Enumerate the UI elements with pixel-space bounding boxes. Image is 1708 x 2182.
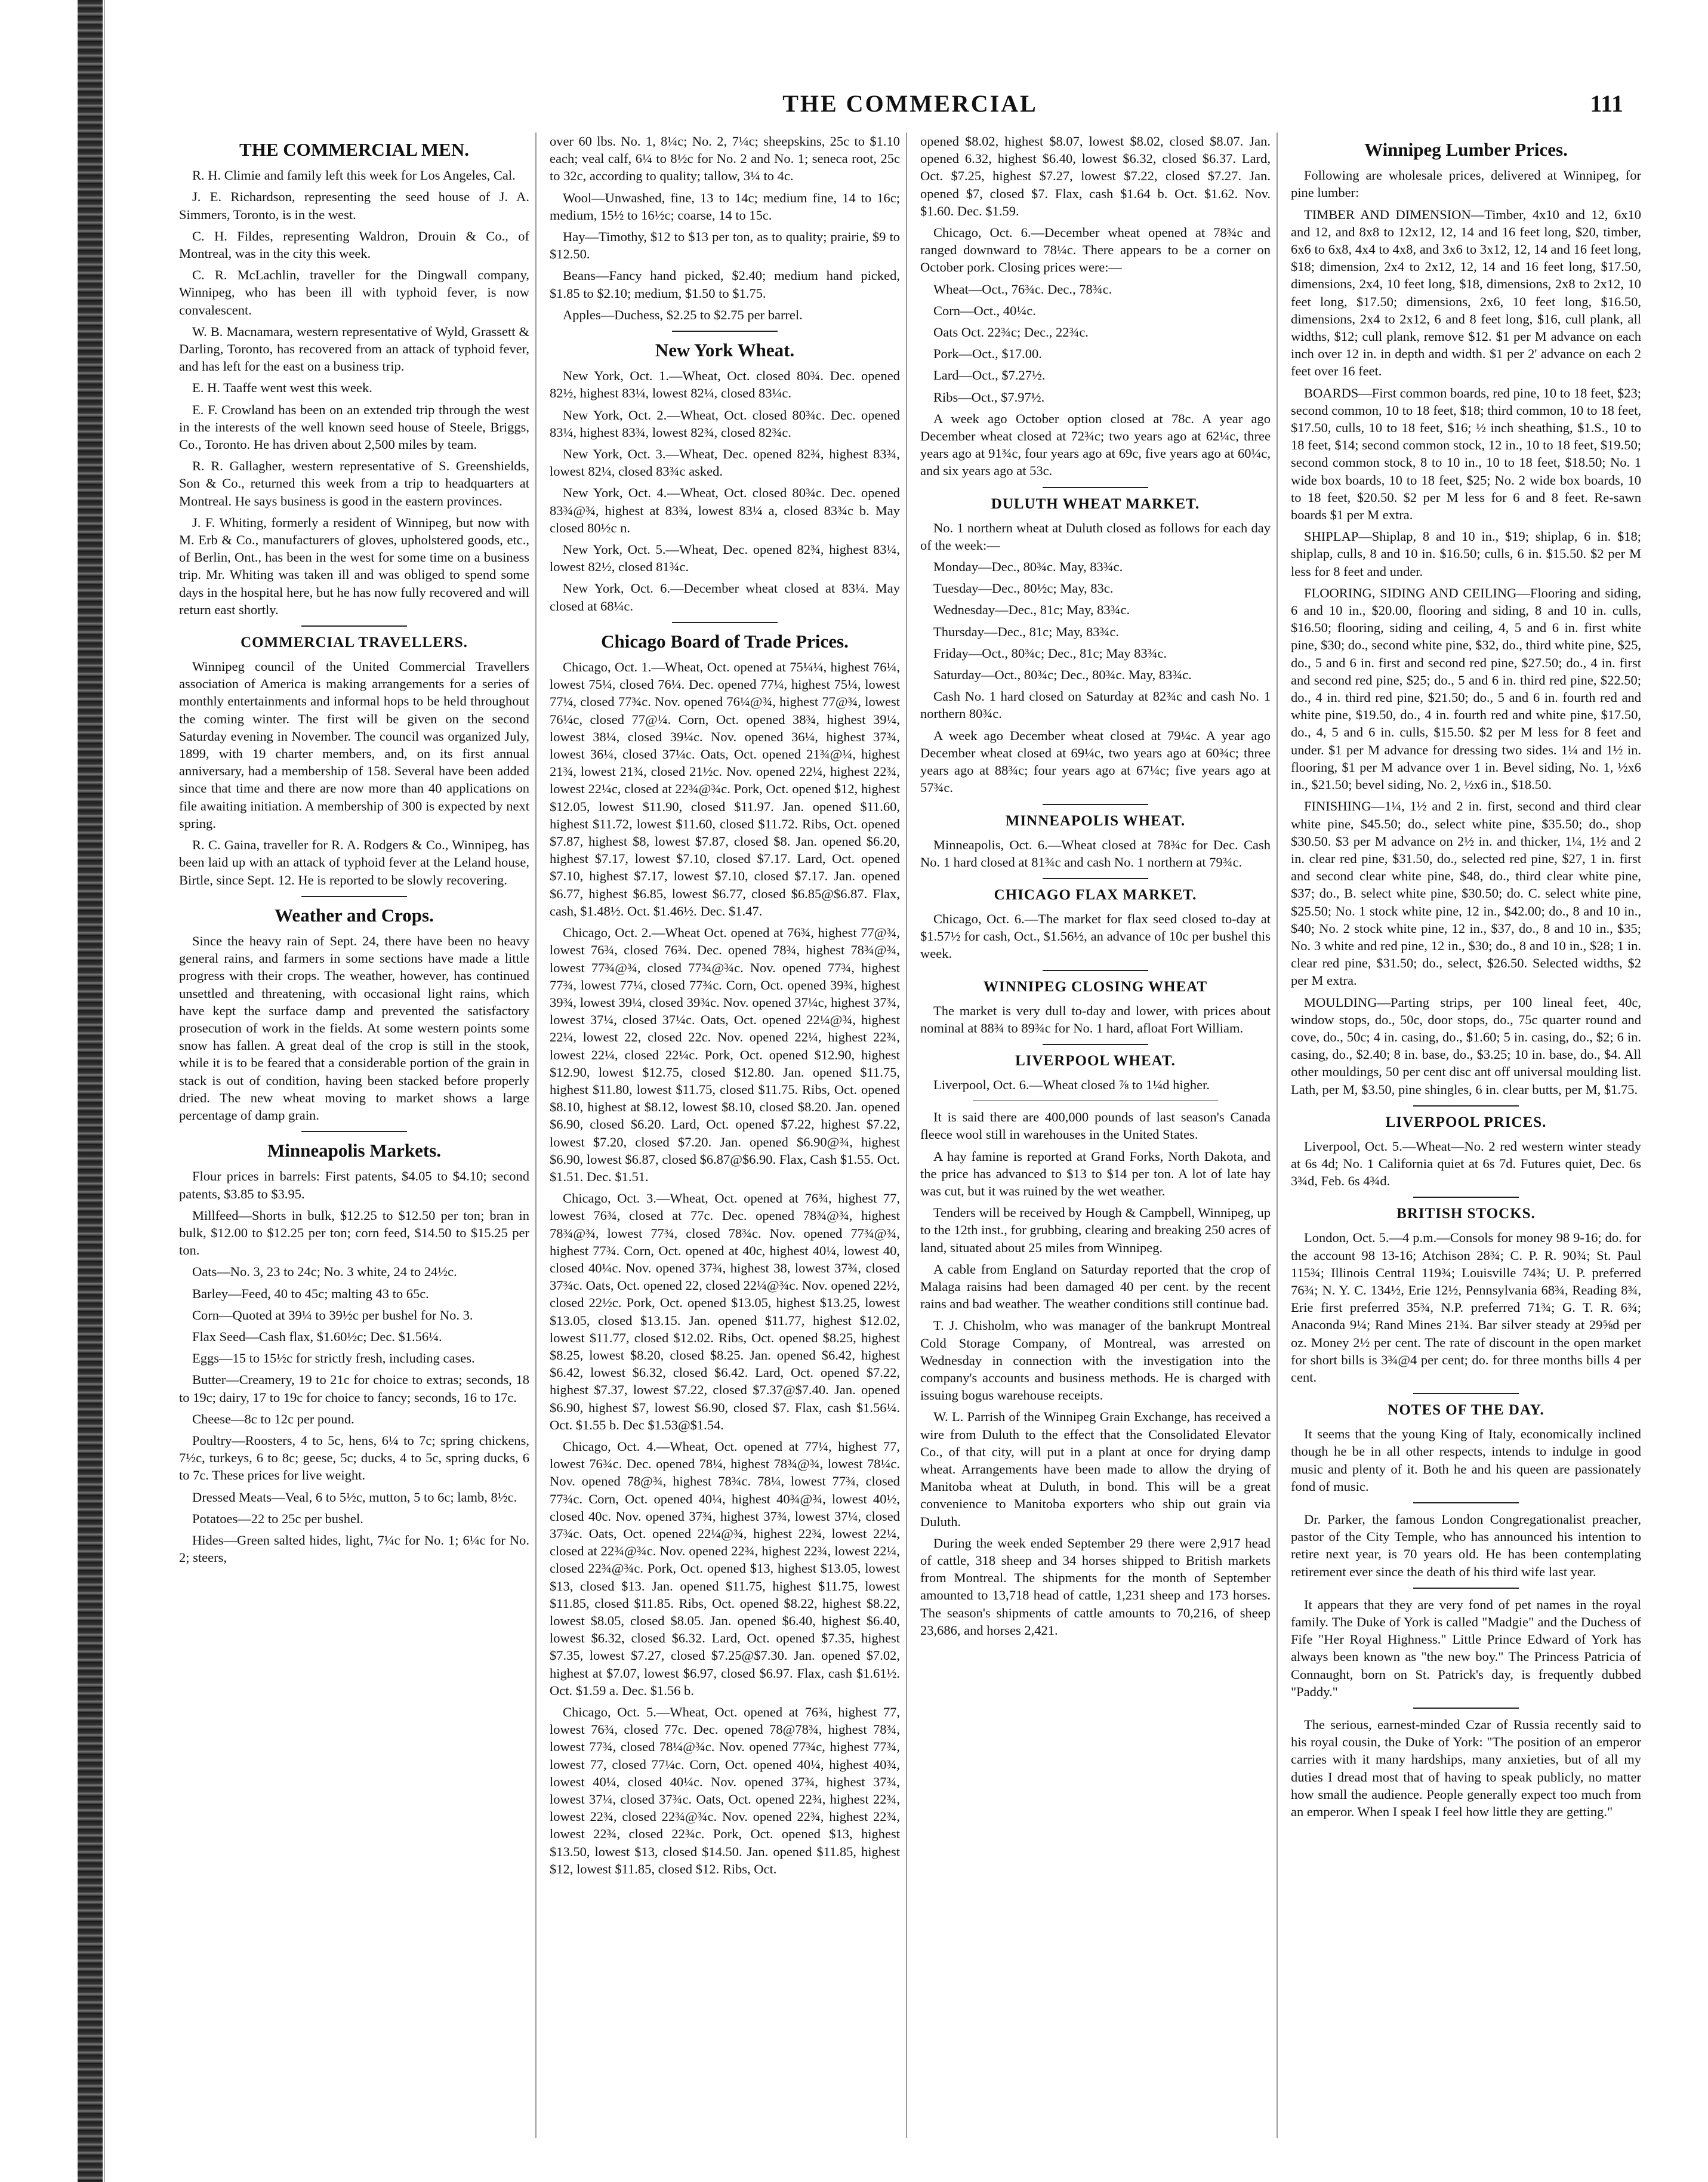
column-2 [550,132,907,2138]
paragraph: W. L. Parrish of the Winnipeg Grain Exchange, has received a wire from Duluth to the effect that the Consolidated Elevator Co., of that city, will put in a plant at once for drying damp wheat. Arrangements have been made to allow the drying of Manitoba wheat at Duluth, in bond. This will be a great convenience to Manitoba exporters who ship out grain via Duluth. [920,1409,1271,1529]
section-divider [672,331,777,332]
paragraph: No. 1 northern wheat at Duluth closed as follows for each day of the week:— [920,520,1271,553]
page-number: 111 [1590,90,1623,117]
section-heading-minneapolis-wheat: MINNEAPOLIS WHEAT. [1005,812,1186,829]
paragraph: opened $8.02, highest $8.07, lowest $8.02, closed $8.07. Jan. opened 6.32, highest $6.40, lowest $6.32, closed $6.37. Lard, Oct. $7.25, highest $7.27, lowest $7.22, closed $7.27. Jan. opened $7, closed $7. Flax, cash $1.64 b. Oct. $1.62. Nov. $1.60. Dec. $1.59. [920,134,1271,218]
paragraph: New York, Oct. 2.—Wheat, Oct. closed 80¾c. Dec. opened 83¼, highest 83¾, lowest 82¾, closed 82¾c. [550,407,900,440]
price-line: Wednesday—Dec., 81c; May, 83¾c. [933,602,1130,618]
column-1 [179,132,537,2138]
section-divider [301,1131,406,1132]
section-heading-weather: Weather and Crops. [275,904,434,926]
price-line: Saturday—Oct., 80¾c; Dec., 80¾c. May, 83¾c. [933,667,1192,683]
paragraph: It appears that they are very fond of pet names in the royal family. The Duke of York is called "Madgie" and the Duchess of Fife "Her Royal Highness." Little Prince Edward of York has always been known as "the new boy." The Princess Patricia of Connaught, born on St. Patrick's day, is frequently dubbed "Paddy." [1291,1597,1641,1699]
price-line: Oats Oct. 22¾c; Dec., 22¾c. [933,325,1089,340]
paragraph: Barley—Feed, 40 to 45c; malting 43 to 65c. [192,1286,429,1301]
paragraph: New York, Oct. 3.—Wheat, Dec. opened 82¾, highest 83¾, lowest 82¼, closed 83¾c asked. [550,446,900,479]
section-divider [1413,1197,1518,1198]
section-heading-liverpool-prices: LIVERPOOL PRICES. [1385,1114,1547,1130]
section-heading-winnipeg-closing: WINNIPEG CLOSING WHEAT [983,978,1208,995]
paragraph: Hides—Green salted hides, light, 7¼c for No. 1; 6¼c for No. 2; steers, [179,1532,529,1565]
section-heading-minneapolis-markets: Minneapolis Markets. [267,1140,442,1161]
paragraph: Corn—Quoted at 39¼ to 39½c per bushel for No. 3. [192,1307,473,1323]
paragraph: New York, Oct. 6.—December wheat closed at 83¼. May closed at 68¼c. [550,581,900,614]
section-heading-british-stocks: BRITISH STOCKS. [1396,1206,1536,1222]
section-heading-new-york-wheat: New York Wheat. [655,340,795,361]
paragraph: R. C. Gaina, traveller for R. A. Rodgers & Co., Winnipeg, has been laid up with an attack of typhoid fever at the Leland house, Birtle, since Sept. 12. He is reported to be slowly recovering. [179,837,529,887]
paragraph: Chicago, Oct. 2.—Wheat Oct. opened at 76¾, highest 77@¾, lowest 76¾, closed 76¾. Dec. opened 78¾, highest 78¾@¾, lowest 77¾@¾, closed 77¾@¾c. Nov. opened 77¾, highest 77¾, lowest 77¼, closed 77¾c. Corn, Oct. opened 39¾, highest 39¾, lowest 39¼, closed 39¾c. Nov. opened 37¼c, highest 37¾, lowest 37¼, closed 37¼c. Oats, Oct. opened 22¼@¾, highest 22¼, lowest 22, closed 22c. Nov. opened 22¼, highest 22¾, lowest 22¼, closed 22¼c. Pork, Oct. opened $12.90, highest $12.90, lowest $12.75, closed $12.80. Jan. opened $11.75, highest $11.80, lowest $11.75, closed $11.75. Ribs, Oct. opened $8.10, highest at $8.12, lowest $8.10, closed $8.20. Jan. opened $6.90, closed $6.20. Lard, Oct. opened $7.22, highest $7.22, lowest $7.20, closed $7.20. Jan. opened $6.90@¾, highest $6.90, lowest $6.87, closed $6.87@$6.90. Flax, Cash $1.55. Oct. $1.51. Dec. $1.51. [550,925,900,1184]
section-divider [672,622,777,623]
section-divider [1413,1502,1518,1503]
section-divider [301,625,406,627]
section-heading-duluth: DULUTH WHEAT MARKET. [991,495,1200,512]
paragraph: Dressed Meats—Veal, 6 to 5½c, mutton, 5 to 6c; lamb, 8½c. [192,1489,517,1505]
paragraph: MOULDING—Parting strips, per 100 lineal feet, 40c, window stops, do., 50c, door stops, do., 75c quarter round and cove, do., 50c; 4 in. casing, do., $1.60; 5 in. casing, do., $2; 6 in. casing, do., $2.40; 8 in. base, do., $3.25; 10 in. base, do., $4. All other mouldings, 50 per cent disc ant off universal moulding list. Lath, per M, $3.50, pine shingles, 6 in. clear butts, per M, $1.75. [1291,994,1641,1097]
paragraph: R. H. Climie and family left this week for Los Angeles, Cal. [192,168,516,183]
section-divider [1413,1588,1518,1589]
price-line: Wheat—Oct., 76¾c. Dec., 78¾c. [933,281,1112,297]
paragraph: Minneapolis, Oct. 6.—Wheat closed at 78¾c for Dec. Cash No. 1 hard closed at 81¾c and cash No. 1 northern at 79¾c. [920,837,1271,870]
paragraph: The market is very dull to-day and lower, with prices about nominal at 88¾ to 89¾c for No. 1 hard, afloat Fort William. [920,1003,1271,1035]
paragraph: J. F. Whiting, formerly a resident of Winnipeg, but now with M. Erb & Co., manufacturers of gloves, upholstered goods, etc., of Berlin, Ont., has been in the west for some time on a business trip. Mr. Whiting was taken ill and was obliged to spend some days in the hospital here, but he has now fully recovered and will return east shortly. [179,514,529,617]
paragraph: Tenders will be received by Hough & Campbell, Winnipeg, up to the 12th inst., for grubbing, clearing and breaking 250 acres of land, situated about 25 miles from Winnipeg. [920,1205,1271,1255]
paragraph: Chicago, Oct. 1.—Wheat, Oct. opened at 75¼¼, highest 76¼, lowest 75¼, closed 76¼. Dec. opened 77¼, highest 75¼, lowest 77¼, closed 77¾c. Nov. opened 76¼@¾, highest 77@¾, lowest 76¼c, closed 77@¼. Corn, Oct. opened 38¾, highest 39¼, lowest 38¼, closed 39¼c. Nov. opened 36¼, highest 37¾, lowest 36¼, closed 37¼c. Oats, Oct. opened 21¾@¼, highest 21¾, lowest 21¾, closed 21½c. Nov. opened 22¼, highest 22¾, lowest 22¼c, closed at 22¾@¾c. Pork, Oct. opened $12, highest $12.05, lowest $11.90, closed $11.97. Jan. opened $11.60, highest $11.72, lowest $11.60, closed $11.72. Ribs, Oct. opened $7.87, highest $8, lowest $7.87, closed $8. Jan. opened $6.20, highest $7.17, lowest $7.10, closed $7.17. Lard, Oct. opened $7.10, highest $7.17, lowest $7.10, closed $7.17. Jan. opened $6.77, highest $6.85, lowest $6.77, closed $6.85@$6.87. Flax, cash, $1.48½. Oct. $1.46½. Dec. $1.47. [550,659,900,919]
price-line: Friday—Oct., 80¾c; Dec., 81c; May 83¾c. [933,645,1167,661]
paragraph: C. R. McLachlin, traveller for the Dingwall company, Winnipeg, who has been ill with typhoid fever, is now convalescent. [179,267,529,318]
paragraph: Oats—No. 3, 23 to 24c; No. 3 white, 24 to 24½c. [192,1264,457,1280]
paragraph: J. E. Richardson, representing the seed house of J. A. Simmers, Toronto, is in the west. [179,189,529,222]
section-divider [1413,1393,1518,1394]
paragraph: Flax Seed—Cash flax, $1.60½c; Dec. $1.56¼. [192,1329,442,1344]
paragraph: Potatoes—22 to 25c per bushel. [192,1511,363,1526]
section-divider [1413,1708,1518,1709]
paragraph: New York, Oct. 5.—Wheat, Dec. opened 82¾, highest 83¼, lowest 82½, closed 81¾c. [550,542,900,575]
paragraph: Liverpool, Oct. 5.—Wheat—No. 2 red western winter steady at 6s 4d; No. 1 California quiet at 6s 7d. Futures quiet, Dec. 6s 3¾d, Feb. 6s 4¾d. [1291,1138,1641,1189]
section-divider [1043,1044,1148,1045]
running-head [173,90,1647,125]
paragraph: R. R. Gallagher, western representative of S. Greenshields, Son & Co., returned this week from a trip to headquarters at Montreal. He says business is good in the eastern provinces. [179,458,529,508]
section-divider [1043,804,1148,805]
price-line: Ribs—Oct., $7.97½. [933,389,1045,405]
paragraph: T. J. Chisholm, who was manager of the bankrupt Montreal Cold Storage Company, of Montreal, was arrested on Wednesday in connection with the investigation into the company's accounts and business methods. He is charged with issuing bogus warehouse receipts. [920,1318,1271,1403]
paragraph: Cheese—8c to 12c per pound. [192,1411,354,1426]
paragraph: Millfeed—Shorts in bulk, $12.25 to $12.50 per ton; bran in bulk, $12.00 to $12.25 per ton; corn feed, $14.50 to $15.25 per ton. [179,1207,529,1258]
paragraph: London, Oct. 5.—4 p.m.—Consols for money 98 9-16; do. for the account 98 13-16; Atchison 28¾; C. P. R. 90¾; St. Paul 115¾; Illinois Central 119¾; Louisville 74¾; U. P. preferred 76¾; N. Y. C. 134½, Erie 12½, Pennsylvania 68¾, Reading 8¾, Erie first preferred 35¾, N.P. preferred 71¾; G. T. R. 6¾; Anaconda 9¼; Rand Mines 21¾. Bar silver steady at 29⅝d per oz. Money 2½ per cent. The rate of discount in the open market for short bills is 3¾@4 per cent; do. for three months bills 4 per cent. [1291,1230,1641,1385]
section-divider [301,896,406,897]
paragraph: E. H. Taaffe went west this week. [192,380,372,396]
publication-title: THE COMMERCIAL [782,90,1038,117]
price-line: Thursday—Dec., 81c; May, 83¾c. [933,624,1119,639]
price-line: Monday—Dec., 80¾c. May, 83¾c. [933,559,1123,575]
paragraph: E. F. Crowland has been on an extended trip through the west in the interests of the well known seed house of Steele, Briggs, Co., Toronto. He has driven about 2,500 miles by team. [179,402,529,452]
paragraph: Liverpool, Oct. 6.—Wheat closed ⅞ to 1¼d higher. [933,1077,1210,1092]
price-line: Lard—Oct., $7.27½. [933,368,1046,383]
paragraph: Hay—Timothy, $12 to $13 per ton, as to quality; prairie, $9 to $12.50. [550,229,900,262]
commercial-men-body [179,167,529,618]
binding-edge [78,0,103,2182]
paragraph: New York, Oct. 4.—Wheat, Oct. closed 80¾c. Dec. opened 83¾@¾, highest at 83¾, lowest 83¼ a, closed 83¾c b. May closed 80½c n. [550,485,900,535]
section-heading-lumber: Winnipeg Lumber Prices. [1364,139,1568,160]
paragraph: FINISHING—1¼, 1½ and 2 in. first, second and third clear white pine, $45.50; do., select white pine, $35.50; do., shop $30.50. $3 per M advance on 2½ in. and thicker, 1¼, 1½ and 2 in. clear red pine, $31.50, do., selected red pine, $27, 1 in. first and second clear white pine, $48, do., third clear white pine, $37; do., B. select white pine, $30.50; do. C. select white pine, $25.50; No. 1 stock white pine, 12 in., $42.00; do., 8 and 10 in., $40; No. 2 stock white pine, 12 in., $37, do., 8 and 10 in., $35; No. 3 white and red pine, 12 in., $30; do., 8 and 10 in., $28; 1 in. clear red pine, $31.50; do., select, $26.50. Selected widths, $2 per M extra. [1291,799,1641,988]
section-heading-chicago-board: Chicago Board of Trade Prices. [601,630,849,652]
paragraph: TIMBER AND DIMENSION—Timber, 4x10 and 12, 6x10 and 12, and 8x8 to 12x12, 12, 14 and 16 feet long, $20, timber, 6x6 to 6x8, 4x4 to 4x8, and 3x6 to 3x12, 12, 14 and 16 feet long, $18; dimension, 2x4 to 2x12, 12, 14 and 16 feet long, $17.50, dimensions, 2x4, 10 feet long, $18, dimensions, 2x8 to 2x12, 10 feet long, $17.50; dimensions, 2x6, 10 feet long, $16.50, dimensions, 2x4 to 2x12, 6 and 8 feet long, $16, cull plank, all widths, $12; cull plank, remove $12. $1 per M advance on each inch over 12 in. in depth and width. $1 per 2' advance on each 2 feet over 16 feet. [1291,207,1641,379]
paragraph: Butter—Creamery, 19 to 21c for choice to extras; seconds, 18 to 19c; dairy, 17 to 19c for choice to fancy; seconds, 16 to 17c. [179,1372,529,1405]
paragraph: Flour prices in barrels: First patents, $4.05 to $4.10; second patents, $3.85 to $3.95. [179,1169,529,1201]
paragraph: Cash No. 1 hard closed on Saturday at 82¾c and cash No. 1 northern 80¾c. [920,689,1271,722]
paragraph: C. H. Fildes, representing Waldron, Drouin & Co., of Montreal, was in the city this week. [179,228,529,261]
paragraph: Chicago, Oct. 3.—Wheat, Oct. opened at 76¾, highest 77, lowest 76¾, closed at 77c. Dec. opened 78¾@¾, highest 78¾@¾, lowest 77¾, closed 78¾c. Nov. opened 77¾@¾, highest 77¾. Corn, Oct. opened at 40c, highest 40¼, lowest 40, closed 40¼c. Nov. opened 37¾, highest 38, lowest 37¾, closed 37¾c. Oats, Oct. opened 22, closed 22¼@¾c. Nov. opened 22½, closed 22½c. Pork, Oct. opened $13.05, highest $13.25, lowest $13.05, closed $13.15. Jan. opened $11.77, highest $12.02, lowest $11.77, closed $12.02. Ribs, Oct. opened $8.25, highest $8.25, lowest $8.20, closed $8.25. Jan. opened $6.42, highest $6.42, lowest $6.32, closed $6.42. Lard, Oct. opened $7.22, highest $7.37, lowest $7.22, closed $7.37@$7.40. Jan. opened $6.90, highest $7, lowest $6.90, closed $7. Flax, cash $1.56¼. Oct. $1.55 b. Dec $1.53@$1.54. [550,1191,900,1432]
paragraph: FLOORING, SIDING AND CEILING—Flooring and siding, 6 and 10 in., $20.00, flooring and siding, 8 and 10 in. culls, $16.50; flooring, siding and ceiling, 4, 5 and 6 in. first white pine, $30; do., second white pine, $32, do., third white pine, $25, do., 5 and 6 in. first and second red pine, $27.50; do., 4 in. first and second red pine, $25; do., 5 and 6 in. third red pine, $22.50; do., 4 in. third red pine, $21.50; do., 5 and 6 in. fourth red and white pine, $19.50, do., 4 in. fourth red and white pine, $17.50, do., 4, 5 and 6 in. culls, $15.50. $2 per M less for 8 feet and under. $1 per M advance for dressing two sides. 1¼ and 1½ in. flooring, $1 per M advance over 1 in. Bevel siding, No. 1, ½x6 in., $21.50; bevel siding, No. 2, ½x6 in., $18.50. [1291,585,1641,793]
paragraph: A week ago December wheat closed at 79¼c. A year ago December wheat closed at 69¼c, two years ago at 60¾c; three years ago at 88¾c; four years ago at 67¼c; five years ago at 57¾c. [920,728,1271,796]
paragraph: Poultry—Roosters, 4 to 5c, hens, 6¼ to 7c; spring chickens, 7½c, turkeys, 6 to 8c; geese, 5c; ducks, 4 to 5c, spring ducks, 6 to 7c. These prices for live weight. [179,1432,529,1483]
paragraph: The serious, earnest-minded Czar of Russia recently said to his royal cousin, the Duke of York: "The position of an emperor carries with it many hardships, many anxieties, but of all my duties I dread most that of having to speak publicly, no matter how small the audience. People generally expect too much from an emperor. When I speak I feel how little they are getting." [1291,1717,1641,1820]
paragraph: New York, Oct. 1.—Wheat, Oct. closed 80¾. Dec. opened 82½, highest 83¼, lowest 82¼, closed 83¼c. [550,368,900,401]
paragraph: Beans—Fancy hand picked, $2.40; medium hand picked, $1.85 to $2.10; medium, $1.50 to $1.75. [550,268,900,301]
paragraph: Following are wholesale prices, delivered at Winnipeg, for pine lumber: [1291,168,1641,201]
section-divider [1043,487,1148,488]
text-columns [179,132,1647,2138]
paragraph: SHIPLAP—Shiplap, 8 and 10 in., $19; shiplap, 6 in. $18; shiplap, culls, 8 and 10 in. $16.50; culls, 6 in. $15.50. $2 per M less for 8 feet and under. [1291,529,1641,579]
paragraph: A cable from England on Saturday reported that the crop of Malaga raisins had been damaged 40 per cent. by the recent rains and bad weather. The weather conditions still continue bad. [920,1261,1271,1312]
price-line: Pork—Oct., $17.00. [933,346,1042,362]
paragraph: Chicago, Oct. 6.—December wheat opened at 78¾c and ranged downward to 78¼c. There appears to be a corner on October pork. Closing prices were:— [920,225,1271,275]
paragraph: BOARDS—First common boards, red pine, 10 to 18 feet, $23; second common, 10 to 18 feet, $18; third common, 10 to 18 feet, $17.50, culls, 10 to 18 feet, $16; ½ inch sheathing, $1.S., 10 to 18 feet, $14; second common stock, 12 in., 10 to 18 feet, $19.50; second common stock, 8 to 10 in., 10 to 18 feet, $18.50; No. 1 wide box boards, 10 to 18 feet, $25; No. 2 wide box boards, 10 to 18 feet, $20.50. $2 per M less for 6 and 8 feet. Re-sawn boards $1 per M extra. [1291,385,1641,523]
section-heading-liverpool-wheat: LIVERPOOL WHEAT. [1015,1052,1176,1069]
section-heading-travellers: COMMERCIAL TRAVELLERS. [241,634,468,651]
section-divider [1043,878,1148,879]
paragraph: Winnipeg council of the United Commercial Travellers association of America is making arrangements for a series of monthly entertainments and informal hops to be held throughout the coming winter. The first will be given on the second Saturday evening in November. The council was organized July, 1899, with 19 charter members, and, on its first annual anniversary, had a membership of 158. Several have been added since that time and there are now more than 40 applications on file awaiting initiation. A membership of 300 is expected by next spring. [179,659,529,831]
paragraph: During the week ended September 29 there were 2,917 head of cattle, 318 sheep and 34 horses shipped to British markets from Montreal. The shipments for the month of September amounted to 13,718 head of cattle, 1,231 sheep and 173 horses. The season's shipments of cattle amounts to 70,216, of sheep 23,686, and horses 2,421. [920,1535,1271,1638]
paragraph: W. B. Macnamara, western representative of Wyld, Grassett & Darling, Toronto, has recovered from an attack of typhoid fever, and has left for the east on a business trip. [179,323,529,374]
column-3 [920,132,1278,2138]
paragraph: Chicago, Oct. 4.—Wheat, Oct. opened at 77¼, highest 77, lowest 76¾c. Dec. opened 78¼, highest 78¾@¾, lowest 78¼c. Nov. opened 78@¾, highest 78¾c. 78¼, lowest 77¾, closed 77¾c. Corn, Oct. opened 40¼, highest 40¾@¾, lowest 40½, closed 40c. Nov. opened 37¾, highest 37¾, lowest 37¼, closed 37¾c. Oats, Oct. opened 22¼@¾, highest 22¾, lowest 22¼, closed at 22¾@¾c. Nov. opened 22¾, highest 22¾, lowest 22¼, closed 22¾@¾c. Pork, Oct. opened $13, highest $13.05, lowest $13, closed $13. Jan. opened $11.75, highest $11.75, lowest $11.85, closed $11.85. Ribs, Oct. opened $8.22, highest $8.22, lowest $8.05, closed $8.05. Jan. opened $6.40, highest $6.40, lowest $6.32, closed $6.32. Lard, Oct. opened $7.35, highest $7.35, lowest $7.27, closed $7.25@$7.30. Jan. opened $7.02, highest at $7.07, lowest $6.97, closed $6.97. Flax, cash $1.61½. Oct. $1.59 a. Dec. $1.56 b. [550,1438,900,1698]
price-line: Tuesday—Dec., 80½c; May, 83c. [933,581,1114,596]
paragraph: Chicago, Oct. 5.—Wheat, Oct. opened at 76¾, highest 77, lowest 76¾, closed 77c. Dec. opened 78@78¾, highest 78¾, lowest 77¾, closed 78¼@¾c. Nov. opened 77¾c, highest 77¾, lowest 77, closed 77¼c. Corn, Oct. opened 40¼, highest 40¾, lowest 40¼, closed 40¼c. Nov. opened 37¾, highest 37¾, lowest 37¼, closed 37¾c. Oats, Oct. opened 22¾, highest 22¾, lowest 22¾, closed 22¾@¾c. Nov. opened 22¾, highest 22¾, lowest 22¾, closed 22¾c. Pork, Oct. opened $13, highest $13.50, lowest $13, closed $14.50. Jan. opened $11.85, highest $12, lowest $11.85, closed $12. Ribs, Oct. [550,1705,900,1876]
price-line: Corn—Oct., 40¼c. [933,303,1036,318]
paragraph: Chicago, Oct. 6.—The market for flax seed closed to-day at $1.57½ for cash, Oct., $1.56½, an advance of 10c per bushel this week. [920,911,1271,961]
column-4 [1291,132,1647,2138]
paragraph: It seems that the young King of Italy, economically inclined though he be in all other respects, intends to indulge in good music and plenty of it. Both he and his queen are passionately fond of music. [1291,1426,1641,1494]
paragraph: A week ago October option closed at 78c. A year ago December wheat closed at 72¾c; two years ago at 62¼c, three years ago at 91¾c, four years ago at 69c, five years ago at 60¼c, and six years ago at 53c. [920,411,1271,479]
paragraph: Dr. Parker, the famous London Congregationalist preacher, pastor of the City Temple, who has announced his intention to retire next year, is 70 years old. He has been contemplating retirement ever since the death of his third wife last year. [1291,1512,1641,1579]
section-heading-chicago-flax: CHICAGO FLAX MARKET. [994,886,1197,903]
paragraph: It is said there are 400,000 pounds of last season's Canada fleece wool still in warehouses in the United States. [920,1110,1271,1142]
section-divider [1413,1105,1518,1107]
paragraph: A hay famine is reported at Grand Forks, North Dakota, and the price has advanced to $13 to $14 per ton. A lot of late hay was cut, but it was ruined by the wet weather. [920,1148,1271,1198]
paragraph: Since the heavy rain of Sept. 24, there have been no heavy general rains, and farmers in some sections have made a little progress with their crops. The weather, however, has continued unsettled and threatening, with occasional light rains, which have kept the surface damp and prevented the satisfactory prosecution of work in the fields. At some western points some snow has fallen. A great deal of the crop is still in the stook, while it is to be feared that a considerable portion of the grain in stack is out of condition, having been stacked before properly dried. The new wheat moving to market shows a large percentage of damp grain. [179,933,529,1123]
paragraph: Eggs—15 to 15½c for strictly fresh, including cases. [192,1351,475,1366]
paragraph: Wool—Unwashed, fine, 13 to 14c; medium fine, 14 to 16c; medium, 15½ to 16½c; coarse, 14 to 15c. [550,190,900,223]
section-divider [1043,970,1148,971]
section-heading-notes: NOTES OF THE DAY. [1388,1402,1544,1419]
paragraph: over 60 lbs. No. 1, 8¼c; No. 2, 7¼c; sheepskins, 25c to $1.10 each; veal calf, 6¼ to 8½c for No. 2 and No. 1; seneca root, 25c to 32c, according to quality; tallow, 3¼ to 4c. [550,134,900,184]
section-heading-commercial-men: THE COMMERCIAL MEN. [239,139,469,160]
paragraph: Apples—Duchess, $2.25 to $2.75 per barrel. [563,307,803,322]
